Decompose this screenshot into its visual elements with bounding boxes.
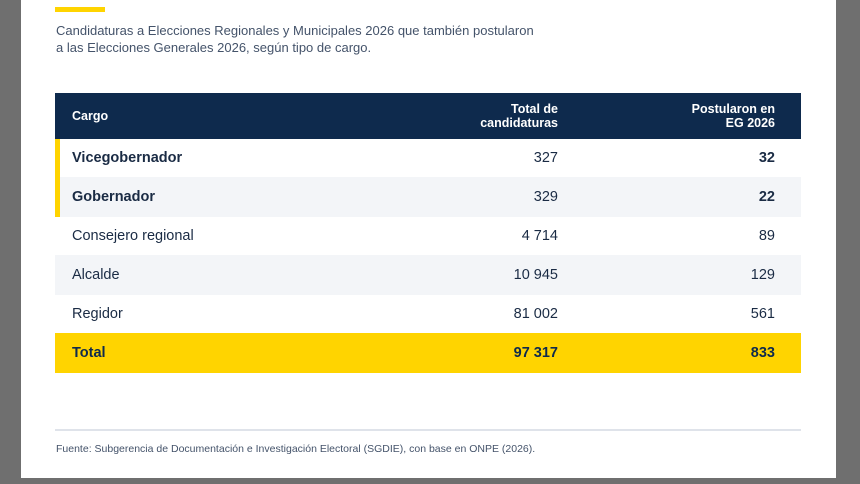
cell-cargo: Gobernador xyxy=(72,189,155,205)
table-row-consejero-regional xyxy=(55,217,801,255)
table-row-alcalde xyxy=(55,255,801,295)
document-page xyxy=(21,0,836,478)
cell-eg: 22 xyxy=(758,189,775,205)
cell-total: 4 714 xyxy=(521,228,558,244)
cell-total: 327 xyxy=(533,150,558,166)
table-row-total xyxy=(55,333,801,373)
table-row-vicegobernador xyxy=(55,139,801,177)
cell-cargo: Alcalde xyxy=(72,267,120,283)
header-cargo: Cargo xyxy=(72,109,109,123)
cell-eg: 89 xyxy=(758,228,775,244)
header-eg xyxy=(558,102,775,130)
cell-total: 97 317 xyxy=(513,345,558,361)
cell-cargo: Consejero regional xyxy=(72,228,194,244)
highlight-marker xyxy=(55,177,60,217)
cell-total: 10 945 xyxy=(513,267,558,283)
highlight-marker xyxy=(55,139,60,177)
cell-cargo: Vicegobernador xyxy=(72,150,183,166)
caption-line-2: a las Elecciones Generales 2026, según tipo de cargo. xyxy=(56,40,372,55)
cell-total: 329 xyxy=(533,189,558,205)
cell-total: 81 002 xyxy=(513,306,558,322)
table-row-gobernador xyxy=(55,177,801,217)
cell-cargo: Regidor xyxy=(72,306,123,322)
cell-eg: 561 xyxy=(750,306,775,322)
table-row-regidor xyxy=(55,295,801,333)
header-total-line-1: Total de xyxy=(511,102,558,116)
table-header xyxy=(55,93,801,139)
caption-line-1: Candidaturas a Elecciones Regionales y Municipales 2026 que también postularon xyxy=(56,23,534,38)
table-caption xyxy=(56,22,576,56)
header-eg-line-2: EG 2026 xyxy=(725,116,775,130)
cell-cargo: Total xyxy=(72,345,106,361)
header-eg-line-1: Postularon en xyxy=(691,102,775,116)
cell-eg: 833 xyxy=(750,345,775,361)
candidaturas-table xyxy=(55,93,801,373)
accent-line xyxy=(55,7,105,12)
divider xyxy=(55,429,801,431)
header-total-line-2: candidaturas xyxy=(480,116,558,130)
cell-eg: 129 xyxy=(750,267,775,283)
header-total xyxy=(272,102,558,130)
cell-eg: 32 xyxy=(758,150,775,166)
source-note: Fuente: Subgerencia de Documentación e Investigación Electoral (SGDIE), con base en ONPE (2026). xyxy=(56,443,536,455)
